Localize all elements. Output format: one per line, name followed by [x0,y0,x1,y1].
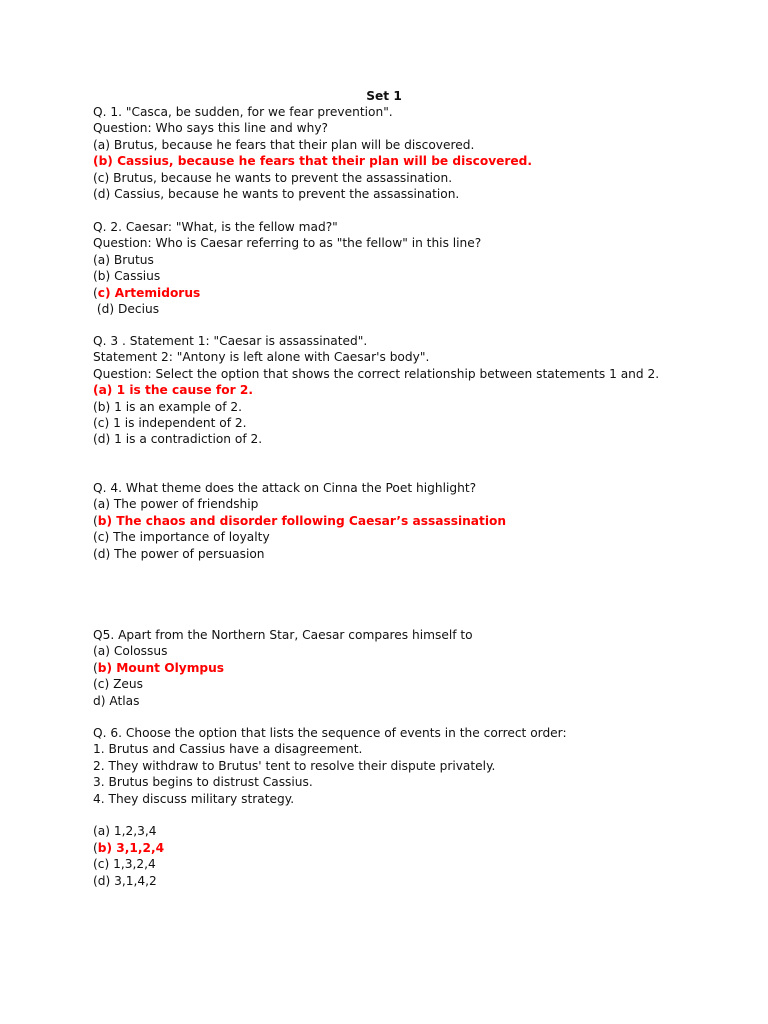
question-3 [93,333,753,448]
page-title: Set 1 [366,89,402,103]
question-1-prompt: Q. 1. "Casca, be sudden, for we fear prevention". [93,105,393,119]
question-6-option-b-correct [93,840,753,856]
question-6-event-2: 2. They withdraw to Brutus' tent to resolve their dispute privately. [93,758,496,773]
question-4-option-c: (c) The importance of loyalty [93,530,270,545]
option-prefix: ( [93,660,98,675]
question-1-option-b-correct: (b) Cassius, because he fears that their plan will be discovered. [93,154,533,169]
question-1-option-d: (d) Cassius, because he wants to prevent the assassination. [93,186,460,201]
question-1-option-c: (c) Brutus, because he wants to prevent the assassination. [93,170,453,185]
question-2-option-c-text: c) Artemidorus [97,285,201,300]
question-6-option-d: (d) 3,1,4,2 [93,873,157,888]
question-1-option-a: (a) Brutus, because he fears that their plan will be discovered. [93,137,475,152]
question-3-question: Question: Select the option that shows the correct relationship between statements 1 and 2. [93,366,660,381]
question-6-event-1: 1. Brutus and Cassius have a disagreement. [93,742,363,757]
question-5-option-a: (a) Colossus [93,644,168,659]
question-4-option-b-text: b) The chaos and disorder following Caesar’s assassination [97,513,507,528]
question-6-prompt: Q. 6. Choose the option that lists the sequence of events in the correct order: [93,726,567,740]
question-2 [93,219,753,317]
question-6-option-b-text: b) 3,1,2,4 [97,840,165,855]
question-5-option-c: (c) Zeus [93,677,144,692]
option-prefix: ( [93,285,98,300]
question-6 [93,725,753,889]
question-2-option-a: (a) Brutus [93,252,154,267]
question-3-option-b: (b) 1 is an example of 2. [93,399,243,414]
question-6-option-a: (a) 1,2,3,4 [93,824,157,839]
option-prefix: ( [93,513,98,528]
question-3-statement-1: Q. 3 . Statement 1: "Caesar is assassinated". [93,334,368,348]
question-4 [93,480,753,562]
question-3-option-a-correct: (a) 1 is the cause for 2. [93,383,253,398]
option-prefix: ( [93,840,98,855]
question-3-option-c: (c) 1 is independent of 2. [93,415,247,430]
question-3-statement-2: Statement 2: "Antony is left alone with Caesar's body". [93,350,430,365]
question-1-question: Question: Who says this line and why? [93,121,329,136]
question-1 [93,104,753,202]
question-4-option-d: (d) The power of persuasion [93,546,265,561]
question-2-option-d: (d) Decius [93,301,160,316]
question-4-prompt: Q. 4. What theme does the attack on Cinna the Poet highlight? [93,481,477,495]
question-6-event-4: 4. They discuss military strategy. [93,791,295,806]
question-2-option-b: (b) Cassius [93,269,161,284]
spacer [93,807,753,823]
question-2-question: Question: Who is Caesar referring to as "the fellow" in this line? [93,236,482,251]
question-2-prompt: Q. 2. Caesar: "What, is the fellow mad?" [93,220,338,234]
question-5-option-b-text: b) Mount Olympus [97,660,225,675]
question-6-option-c: (c) 1,3,2,4 [93,857,156,872]
question-5-prompt: Q5. Apart from the Northern Star, Caesar compares himself to [93,628,473,642]
question-4-option-b-correct [93,513,753,529]
question-5 [93,627,753,709]
question-4-option-a: (a) The power of friendship [93,497,259,512]
question-5-option-d: d) Atlas [93,693,140,708]
question-5-option-b-correct [93,660,753,676]
question-2-option-c-correct [93,285,753,301]
question-6-event-3: 3. Brutus begins to distrust Cassius. [93,775,313,790]
question-3-option-d: (d) 1 is a contradiction of 2. [93,432,263,447]
